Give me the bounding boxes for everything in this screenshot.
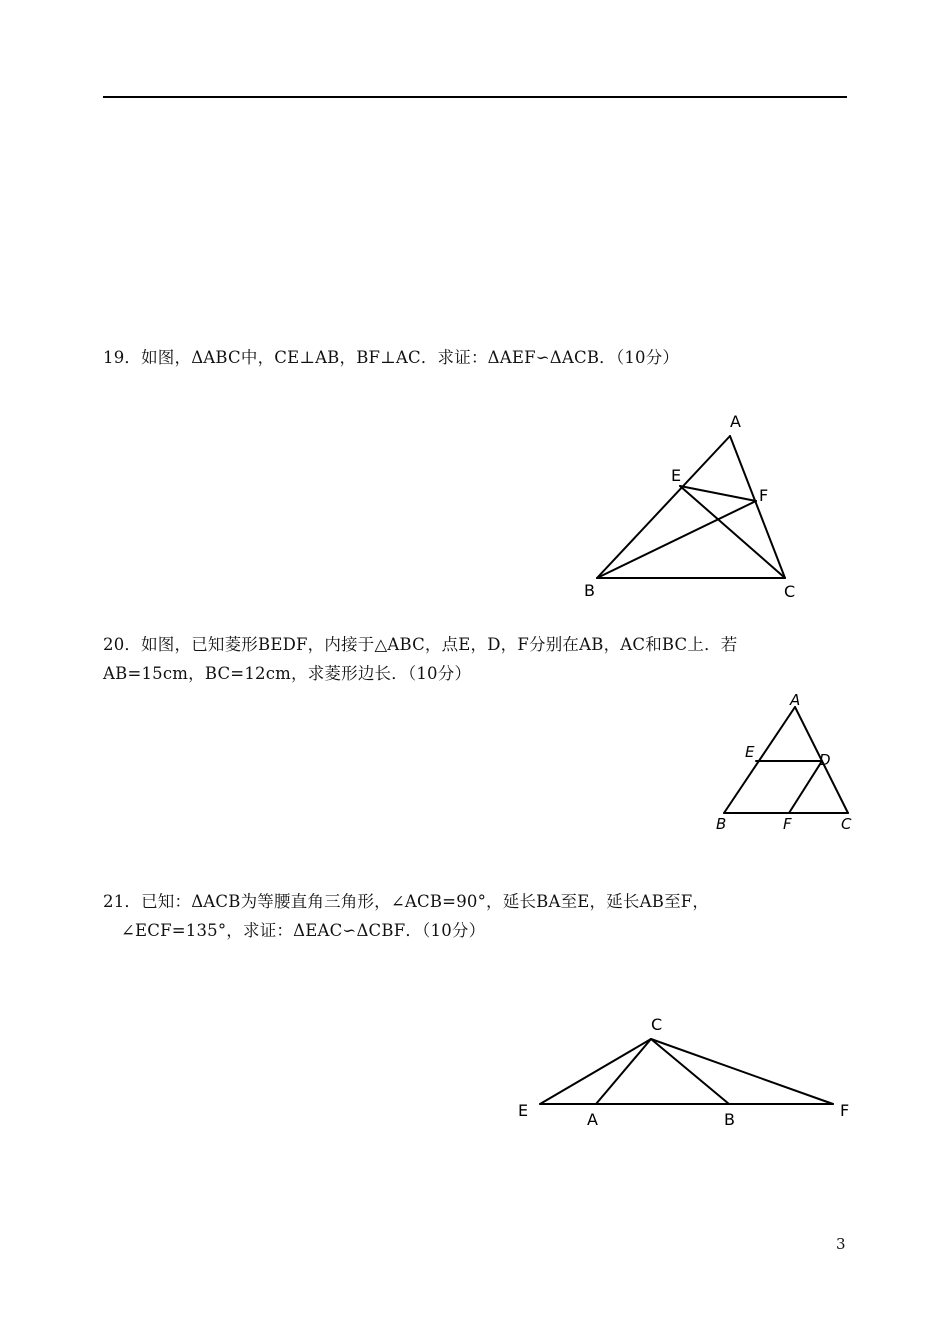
q19-label-b: B	[584, 581, 595, 600]
q19-triangle-figure	[575, 405, 805, 605]
q20-label-b: B	[716, 815, 727, 833]
q20-label-c: C	[841, 815, 852, 833]
q19-side-ac	[730, 436, 785, 578]
q21-label-f: F	[840, 1101, 850, 1120]
q19-segment-ce	[680, 486, 785, 578]
q21-segment-ce	[540, 1039, 651, 1104]
q19-label-c: C	[784, 582, 796, 601]
q21-segment-cb	[651, 1039, 729, 1104]
q21-text-line2: ∠ECF=135°，求证：ΔEAC∽ΔCBF．（10分）	[121, 921, 486, 940]
q19-side-ab	[597, 436, 730, 578]
q19-text: 19．如图，ΔABC中，CE⊥AB，BF⊥AC．求证：ΔAEF∽ΔACB．（10分）	[103, 348, 680, 367]
q21-segment-ca	[596, 1039, 651, 1104]
q19-label-a: A	[730, 412, 741, 431]
q20-text-line1: 20．如图，已知菱形BEDF，内接于△ABC，点E，D，F分别在AB，AC和BC上．若	[103, 635, 738, 654]
q21-text-line1: 21．已知：ΔACB为等腰直角三角形，∠ACB=90°，延长BA至E，延长AB至F，	[103, 892, 710, 911]
q20-text-line2: AB=15cm，BC=12cm，求菱形边长．（10分）	[103, 664, 472, 683]
q20-rhombus-figure	[710, 688, 860, 833]
q20-label-f: F	[783, 815, 792, 833]
q21-segment-cf	[651, 1039, 833, 1104]
q21-label-c: C	[651, 1015, 663, 1034]
q21-label-a: A	[587, 1110, 598, 1129]
page-number: 3	[836, 1235, 846, 1253]
q20-label-d: D	[819, 751, 831, 769]
q20-segment-df	[789, 761, 822, 813]
q20-label-e: E	[745, 743, 755, 761]
q21-label-b: B	[724, 1110, 735, 1129]
q21-label-e: E	[518, 1101, 529, 1120]
q19-label-e: E	[671, 466, 682, 485]
q19-segment-ef	[680, 486, 756, 501]
q21-triangle-figure	[510, 1010, 860, 1135]
q19-segment-bf	[597, 501, 756, 578]
header-rule	[103, 96, 847, 98]
q19-label-f: F	[759, 486, 769, 505]
q20-label-a: A	[790, 691, 801, 709]
